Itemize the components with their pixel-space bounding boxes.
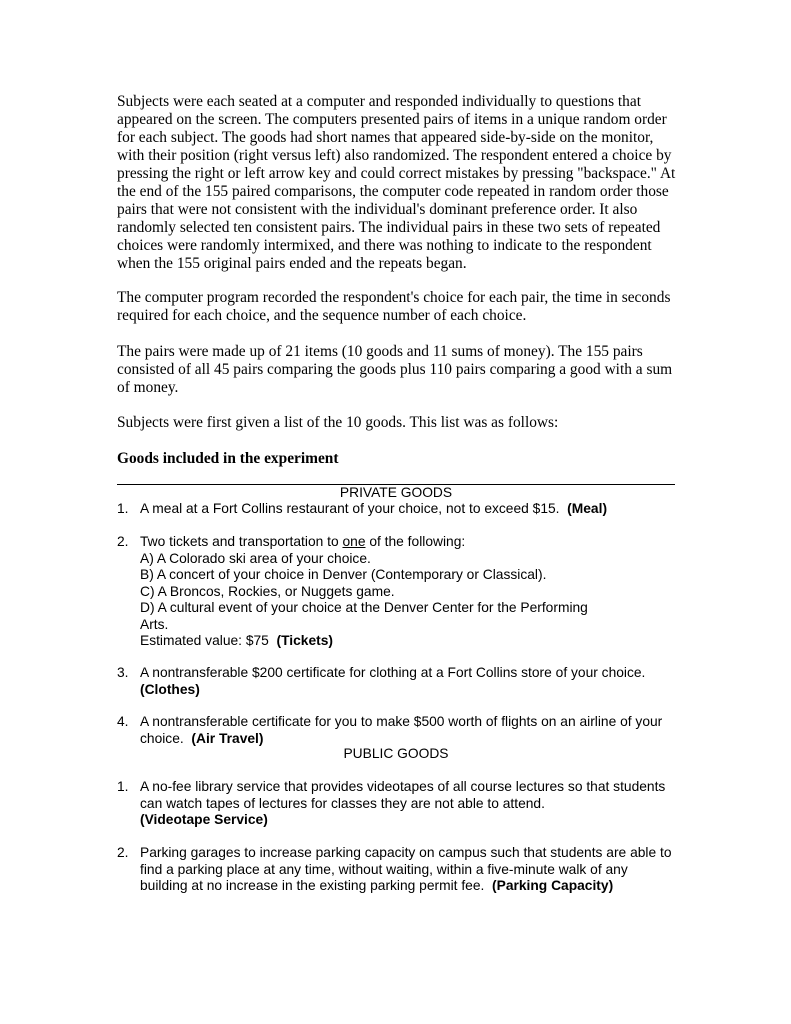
tickets-option-a: A) A Colorado ski area of your choice. xyxy=(140,550,371,566)
tickets-option-d: D) A cultural event of your choice at the Denver Center for the Performing xyxy=(140,600,588,615)
public-goods-title: PUBLIC GOODS xyxy=(343,746,449,761)
tickets-intro-after: of the following: xyxy=(365,534,466,549)
list-intro-paragraph: Subjects were first given a list of the 10 goods. This list was as follows: xyxy=(117,414,559,431)
item-number: 1. xyxy=(117,501,129,516)
tickets-estimate: Estimated value: $75 xyxy=(140,633,269,648)
item-text: A nontransferable $200 certificate for clothing at a Fort Collins store of your choice. xyxy=(140,665,646,680)
pairs-paragraph: The pairs were made up of 21 items (10 goods and 11 sums of money). The 155 pairs consisted of all 45 pairs comparing the goods plus 110 pairs comparing a good with a sum of money. xyxy=(117,343,673,396)
item-number: 3. xyxy=(117,665,129,680)
item-short-name: (Parking Capacity) xyxy=(492,878,614,893)
tickets-option-b: B) A concert of your choice in Denver (Contemporary or Classical). xyxy=(140,567,547,582)
list-item-parking xyxy=(117,845,679,895)
section-heading: Goods included in the experiment xyxy=(117,450,339,467)
list-item-videotape xyxy=(117,779,679,829)
list-item-tickets xyxy=(117,534,679,650)
item-short-name: (Air Travel) xyxy=(191,730,264,746)
tickets-intro-underlined: one xyxy=(342,534,366,549)
tickets-intro-before: Two tickets and transportation to xyxy=(140,534,343,549)
item-short-name: (Clothes) xyxy=(140,681,200,697)
item-text: A nontransferable certificate for you to make $500 worth of flights on an airline of your choice. xyxy=(140,714,663,746)
item-short-name: (Meal) xyxy=(567,501,608,516)
item-number: 4. xyxy=(117,714,129,729)
list-item-clothes xyxy=(117,665,679,698)
item-short-name: (Videotape Service) xyxy=(140,812,268,827)
tickets-option-d-continued: Arts. xyxy=(140,616,169,632)
private-goods-title: PRIVATE GOODS xyxy=(339,485,453,500)
item-number: 1. xyxy=(117,779,129,794)
item-number: 2. xyxy=(117,534,129,549)
list-item-meal xyxy=(117,501,679,518)
program-paragraph: The computer program recorded the respondent's choice for each pair, the time in seconds required for each choice, and the sequence number of each choice. xyxy=(117,289,671,324)
item-text: Parking garages to increase parking capacity on campus such that students are able to find a parking place at any time, without waiting, within a five-minute walk of any building at no increase in the existing parking permit fee. xyxy=(140,845,672,893)
item-text: A meal at a Fort Collins restaurant of your choice, not to exceed $15. xyxy=(140,501,560,516)
tickets-option-c: C) A Broncos, Rockies, or Nuggets game. xyxy=(140,583,395,599)
item-number: 2. xyxy=(117,845,129,860)
item-short-name: (Tickets) xyxy=(276,633,334,648)
item-text: A no-fee library service that provides videotapes of all course lectures so that students can watch tapes of lectures for classes they are not able to attend. xyxy=(140,779,666,811)
list-item-air-travel xyxy=(117,714,679,747)
intro-paragraph: Subjects were each seated at a computer and responded individually to questions that appeared on the screen. The computers presented pairs of items in a unique random order for each subject. The goods had short names that appeared side-by-side on the monitor, with their position (right versus left) also randomized. The respondent entered a choice by pressing the right or left arrow key and could correct mistakes by pressing "backspace." At the end of the 155 paired comparisons, the computer code repeated in random order those pairs that were not consistent with the individual's dominant preference order. It also randomly selected ten consistent pairs. The individual pairs in these two sets of repeated choices were randomly intermixed, and there was nothing to indicate to the respondent when the 155 original pairs ended and the repeats began. xyxy=(117,93,676,272)
